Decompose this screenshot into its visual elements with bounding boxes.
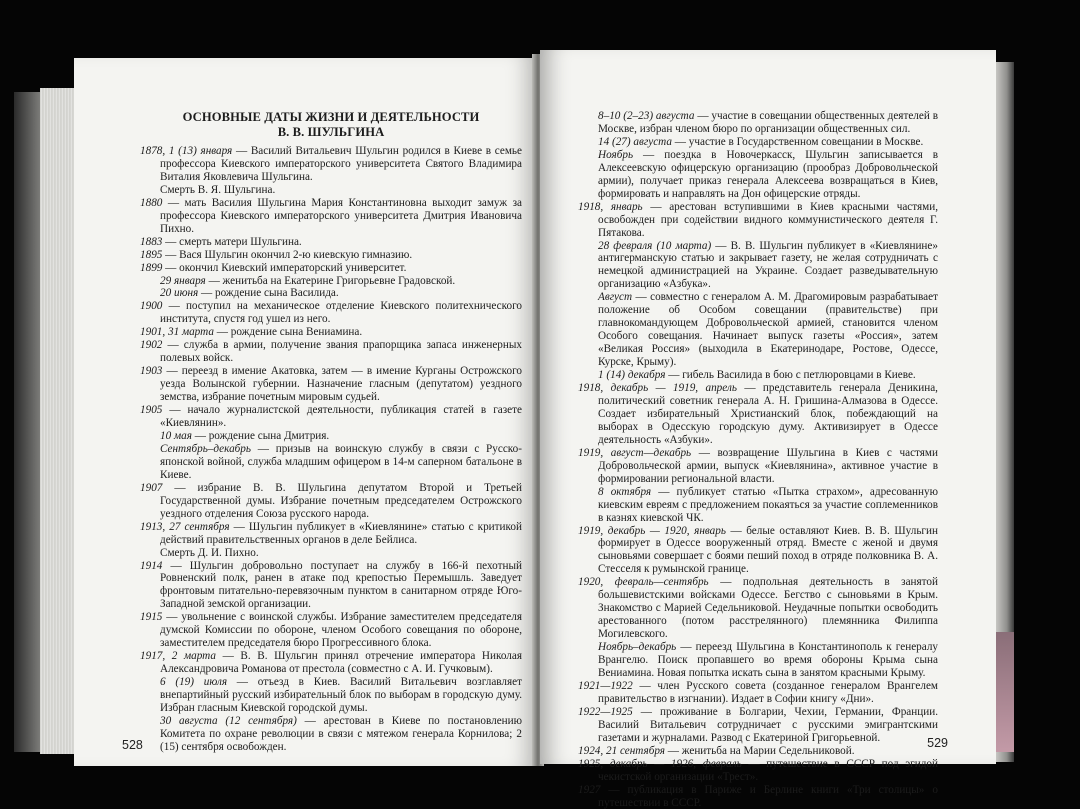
- entry-text: — переезд Шульгина в Константинополь к генералу Врангелю. Поиск пропавшего во время обороны Крыма сына Вениамина. Новая попытка искать сына в занятом красными Крыму.: [598, 641, 938, 679]
- entry-text: — окончил Киевский императорский университет.: [162, 261, 407, 274]
- entry-date: 8–10 (2–23) августа: [598, 110, 695, 122]
- entry-date: 1878, 1 (13) января: [140, 145, 233, 157]
- entry-text: — возвращение Шульгина в Киев с частями Добровольческой армии, выпуск «Киевлянина», активное участие в формировании региональной власти.: [598, 446, 938, 485]
- entry-text: — отъезд в Киев. Василий Витальевич возглавляет внепартийный русский избирательный блок по выборам в городскую думу. Избран гласным Киевской городской думы.: [160, 676, 523, 714]
- entry-date: 1883: [140, 235, 163, 248]
- entry-date: 1918, январь: [578, 200, 643, 213]
- entry-date: 14 (27) августа: [598, 135, 672, 148]
- book-page-block-left: [40, 88, 74, 754]
- entry-text: — арестован вступившими в Киев красными частями, освобожден при содействии видного коммунистического деятеля Г. Пятакова.: [598, 200, 938, 239]
- entry-text: Смерть Д. И. Пихно.: [160, 546, 259, 559]
- entry-date: 1900: [140, 300, 163, 313]
- chronology-entry: [140, 249, 522, 262]
- entry-date: 1927: [578, 783, 601, 796]
- entry-date: 1901, 31 марта: [140, 326, 214, 339]
- chronology-entry: [140, 287, 522, 300]
- chronology-entry: [578, 136, 938, 149]
- entry-text: — публикация в Париже и Берлине книги «Три столицы» о путешествии в СССР.: [598, 783, 938, 809]
- chronology-entry: [140, 560, 522, 612]
- chronology-entry: [140, 275, 522, 288]
- chronology-entry: [578, 745, 938, 758]
- chronology-entry: [140, 650, 522, 676]
- entry-text: — начало журналистской деятельности, публикация статей в газете «Киевлянин».: [160, 404, 522, 430]
- chronology-entry: [140, 611, 522, 650]
- chronology-entry: [140, 365, 522, 404]
- entry-date: 1907: [140, 481, 163, 494]
- chronology-entry: [578, 369, 938, 382]
- entry-text: — публикует статью «Пытка страхом», адресованную киевским евреям с предложением покаяться за участие соплеменников в казнях киевской ЧК.: [598, 485, 938, 524]
- entry-date: 1919, декабрь — 1920, январь: [578, 524, 726, 537]
- chronology-entry: [140, 715, 522, 754]
- entry-text: — путешествие в СССР под эгидой чекистской организации «Трест».: [598, 757, 938, 783]
- chronology-entry: [578, 240, 938, 292]
- chronology-entry: [140, 482, 522, 521]
- page-number-left: 528: [122, 738, 143, 753]
- chronology-title: [140, 110, 522, 139]
- chronology-entry: [140, 145, 522, 184]
- entry-date: 8 октября: [598, 485, 652, 498]
- chronology-entry: [140, 404, 522, 430]
- entry-date: 1918, декабрь — 1919, апрель: [578, 382, 737, 395]
- chronology-entry: [578, 110, 938, 136]
- entry-date: Ноябрь: [598, 148, 634, 161]
- chronology-entry: [140, 184, 522, 197]
- entry-date: Сентябрь–декабрь: [160, 442, 251, 455]
- entry-text: — избрание В. В. Шульгина депутатом Второй и Третьей Государственной думы. Избрание почетным председателем Острожского уездного отделения Союза русского народа.: [160, 481, 522, 520]
- entry-date: 28 февраля (10 марта): [598, 239, 712, 252]
- entry-date: 1899: [140, 261, 163, 274]
- entry-text: — подпольная деятельность в занятой большевистскими войсками Одессе. Бегство с сыновьями в Крым. Знакомство с Марией Седельниковой. Неудачные попытки освободить арестованного (потом расстрелянного) племянника Филиппа Могилевского.: [598, 576, 939, 641]
- chronology-entry: [578, 525, 938, 577]
- chronology-entry: [578, 680, 938, 706]
- entry-date: 1915: [140, 611, 163, 624]
- chronology-entry: [140, 676, 522, 715]
- chronology-entry: [140, 326, 522, 339]
- chronology-entry: [578, 576, 938, 641]
- entry-text: — увольнение с воинской службы. Избрание заместителем председателя думской Комиссии по обороне, членом Особого совещания по обороне, заместителем председателя бюро Прогрессивного блока.: [160, 611, 522, 650]
- chronology-entry: [140, 430, 522, 443]
- chronology-entry: [578, 486, 938, 525]
- chronology-entry: [578, 641, 938, 680]
- chronology-entry: [578, 784, 938, 809]
- entry-text: — Василий Витальевич Шульгин родился в Киеве в семье профессора Киевского императорского университета Святого Владимира Виталия Яковлевича Шульгина.: [160, 145, 522, 183]
- entry-text: — В. В. Шульгин принял отречение императора Николая Александровича Романова от престола (совместно с А. И. Гучковым).: [160, 650, 522, 676]
- entry-date: 1922—1925: [578, 705, 633, 718]
- entry-text: — участие в Государственном совещании в Москве.: [671, 135, 924, 148]
- entry-text: — Шульгин добровольно поступает на службу в 166-й пехотный Ровненский полк, ранен в атаке под крепостью Перемышль. Заведует фронтовым питательно-перевязочным пунктом в санитарном отряде Юго-Западной земской организации.: [160, 559, 522, 611]
- entry-text: — смерть матери Шульгина.: [162, 235, 302, 248]
- entry-date: Ноябрь–декабрь: [598, 641, 677, 654]
- right-entries-list: [578, 110, 938, 809]
- entry-date: 20 июня: [160, 287, 199, 300]
- chronology-entry: [578, 201, 938, 240]
- entry-date: 6 (19) июля: [160, 676, 228, 689]
- entry-text: — Вася Шульгин окончил 2-ю киевскую гимназию.: [162, 248, 413, 261]
- chronology-entry: [578, 706, 938, 745]
- page-number-right: 529: [927, 736, 948, 751]
- entry-text: — мать Василия Шульгина Мария Константиновна выходит замуж за профессора Киевского императорского университета Дмитрия Ивановича Пихно.: [160, 196, 522, 235]
- entry-text: — рождение сына Василида.: [198, 287, 339, 300]
- entry-text: — поездка в Новочеркасск, Шульгин записывается в Алексеевскую офицерскую организацию (прообраз Добровольческой армии), получает приказ генерала Алексеева возвращаться в Киев, формировать и направлять на Дон офицерские отряды.: [598, 148, 938, 200]
- entry-date: 1924, 21 сентября: [578, 744, 665, 757]
- entry-text: Смерть В. Я. Шульгина.: [160, 183, 276, 196]
- entry-date: 1895: [140, 248, 163, 261]
- title-line-2: В. В. ШУЛЬГИНА: [277, 124, 385, 139]
- chronology-entry: [140, 339, 522, 365]
- chronology-entry: [578, 291, 938, 369]
- entry-text: — гибель Василида в бою с петлюровцами в Киеве.: [665, 369, 916, 382]
- chronology-entry: [578, 149, 938, 201]
- entry-text: — рождение сына Вениамина.: [213, 326, 363, 339]
- entry-date: 1903: [140, 365, 163, 378]
- chronology-entry: [140, 262, 522, 275]
- entry-text: — член Русского совета (созданное генералом Врангелем правительство в изгнании). Издает в Софии книгу «Дни».: [598, 679, 938, 705]
- bookmark-ribbon: [994, 632, 1014, 752]
- entry-text: — участие в совещании общественных деятелей в Москве, избран членом бюро по организации общественных сил.: [598, 110, 938, 135]
- entry-date: 1 (14) декабря: [598, 369, 666, 382]
- chronology-entry: [578, 758, 938, 784]
- entry-date: 1880: [140, 196, 163, 209]
- chronology-entry: [140, 521, 522, 547]
- entry-text: — проживание в Болгарии, Чехии, Германии, Франции. Василий Витальевич сотрудничает с русскими эмигрантскими газетами и журналами. Развод с Екатериной Григорьевной.: [598, 705, 938, 744]
- chronology-entry: [140, 443, 522, 482]
- entry-text: — переезд в имение Акатовка, затем — в имение Курганы Острожского уезда Волынской губернии. Назначение гласным (депутатом) уездного земства, избрание почетным мировым судьей.: [160, 365, 522, 404]
- entry-text: — женитьба на Екатерине Григорьевне Градовской.: [205, 274, 456, 287]
- entry-date: 1913, 27 сентября: [140, 520, 230, 533]
- entry-text: — поступил на механическое отделение Киевского политехнического института, спустя год ушел из него.: [160, 300, 522, 326]
- entry-date: 1914: [140, 559, 163, 572]
- chronology-entry: [140, 300, 522, 326]
- chronology-entry: [140, 547, 522, 560]
- entry-text: — призыв на воинскую службу в связи с Русско-японской войной, служба младшим офицером в 14-м саперном батальоне в Киеве.: [160, 442, 522, 481]
- entry-text: — белые оставляют Киев. В. В. Шульгин формирует в Одессе вооруженный отряд. Вместе с женой и двумя сыновьями совершает с боями пеший поход в отряде полковника В. А. Стесселя к румынской границе.: [598, 524, 938, 576]
- entry-date: 1920, февраль—сентябрь: [578, 576, 709, 589]
- entry-date: 1919, август—декабрь: [578, 446, 692, 459]
- chronology-entry: [140, 197, 522, 236]
- entry-text: — совместно с генералом А. М. Драгомировым разрабатывает положение об Особом совещании (правительстве) при главнокомандующем Добровольческой армией, становится членом Особого совещания. Начинает выпуск газеты «Россия», затем «Великая Россия» (выходила в Екатеринодаре, Ростове, Одессе, Курске, Крыму).: [598, 291, 938, 369]
- entry-date: 1905: [140, 404, 163, 417]
- left-entries-list: [140, 145, 522, 754]
- entry-date: 1925, декабрь — 1926, февраль: [578, 757, 742, 770]
- left-page: [74, 58, 536, 766]
- chronology-entry: [140, 236, 522, 249]
- entry-text: — арестован в Киеве по постановлению Комитета по охране революции в связи с мятежом генерала Корнилова; 2 (15) сентября освобожден.: [160, 714, 522, 753]
- entry-date: 1902: [140, 339, 163, 352]
- chronology-entry: [578, 447, 938, 486]
- entry-date: 30 августа (12 сентября): [160, 714, 297, 727]
- entry-text: — представитель генерала Деникина, политический советник генерала А. Н. Гришина-Алмазова в Одессе. Создает избирательный Христианский блок, побеждающий на выборах в Одесскую городскую думу. Активизирует в Одессе деятельность «Азбуки».: [598, 382, 938, 446]
- entry-date: 1921—1922: [578, 679, 633, 692]
- entry-date: 1917, 2 марта: [140, 650, 216, 663]
- entry-text: — В. В. Шульгин публикует в «Киевлянине» антигерманскую статью и закрывает газету, не желая сотрудничать с немецкой администрацией на Украине. Создает разведывательную организацию «Азбука».: [598, 239, 938, 291]
- entry-text: — служба в армии, получение звания прапорщика запаса инженерных полевых войск.: [160, 339, 522, 365]
- chronology-entry: [578, 382, 938, 447]
- right-page: [540, 50, 996, 809]
- entry-text: — рождение сына Дмитрия.: [191, 429, 330, 442]
- entry-date: 29 января: [160, 274, 206, 287]
- entry-date: Август: [598, 291, 633, 304]
- entry-text: — Шульгин публикует в «Киевлянине» статью с критикой действий правительственных органов в деле Бейлиса.: [160, 520, 522, 546]
- title-line-1: ОСНОВНЫЕ ДАТЫ ЖИЗНИ И ДЕЯТЕЛЬНОСТИ: [182, 110, 480, 124]
- entry-date: 10 мая: [160, 429, 192, 442]
- entry-text: — женитьба на Марии Седельниковой.: [664, 744, 855, 757]
